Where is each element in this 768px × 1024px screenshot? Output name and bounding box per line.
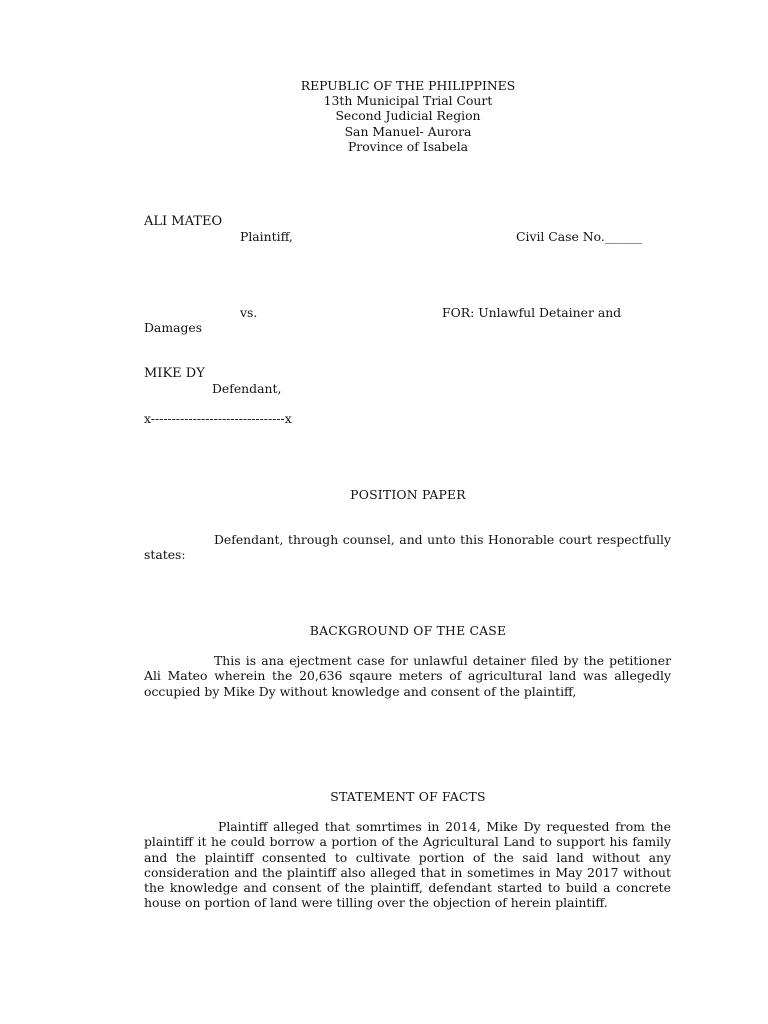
nature-of-action-continued: Damages bbox=[144, 320, 203, 335]
plaintiff-name: ALI MATEO bbox=[144, 214, 223, 229]
caption-separator: x--------------------------------x bbox=[144, 411, 292, 426]
versus-label: vs. bbox=[240, 305, 258, 320]
court-header-region: Second Judicial Region bbox=[335, 108, 481, 124]
intro-paragraph bbox=[144, 532, 671, 563]
court-header bbox=[0, 78, 768, 154]
court-header-province: Province of Isabela bbox=[347, 138, 469, 154]
court-header-court: 13th Municipal Trial Court bbox=[323, 93, 493, 109]
civil-case-number: Civil Case No.______ bbox=[516, 229, 642, 244]
nature-of-action: FOR: Unlawful Detainer and bbox=[442, 305, 622, 320]
intro-text: Defendant, through counsel, and unto this Honorable court respectfully states: bbox=[144, 532, 671, 563]
facts-text: Plaintiff alleged that somrtimes in 2014, Mike Dy requested from the plaintiff it he could borrow a portion of the Agricultural Land to support his family and the plaintiff consented to cultivate portion of the said land without any consideration and the plaintiff also alleged that in sometimes in May 2017 without the knowledge and consent of the plaintiff, defendant started to build a concrete house on portion of land were tilling over the objection of herein plaintiff. bbox=[144, 819, 671, 911]
defendant-name: MIKE DY bbox=[144, 366, 205, 381]
defendant-label: Defendant, bbox=[212, 381, 282, 396]
facts-heading: STATEMENT OF FACTS bbox=[330, 789, 486, 804]
background-paragraph bbox=[144, 653, 671, 699]
document-title: POSITION PAPER bbox=[350, 487, 466, 502]
facts-paragraph bbox=[144, 819, 671, 911]
plaintiff-label: Plaintiff, bbox=[240, 229, 293, 244]
background-heading: BACKGROUND OF THE CASE bbox=[309, 623, 507, 638]
background-text: This is ana ejectment case for unlawful detainer filed by the petitioner Ali Mateo wherein the 20,636 sqaure meters of agricultural land was allegedly occupied by Mike Dy without knowledge and consent of the plaintiff, bbox=[144, 653, 671, 699]
court-header-city: San Manuel- Aurora bbox=[344, 123, 472, 139]
court-header-republic: REPUBLIC OF THE PHILIPPINES bbox=[300, 78, 516, 93]
